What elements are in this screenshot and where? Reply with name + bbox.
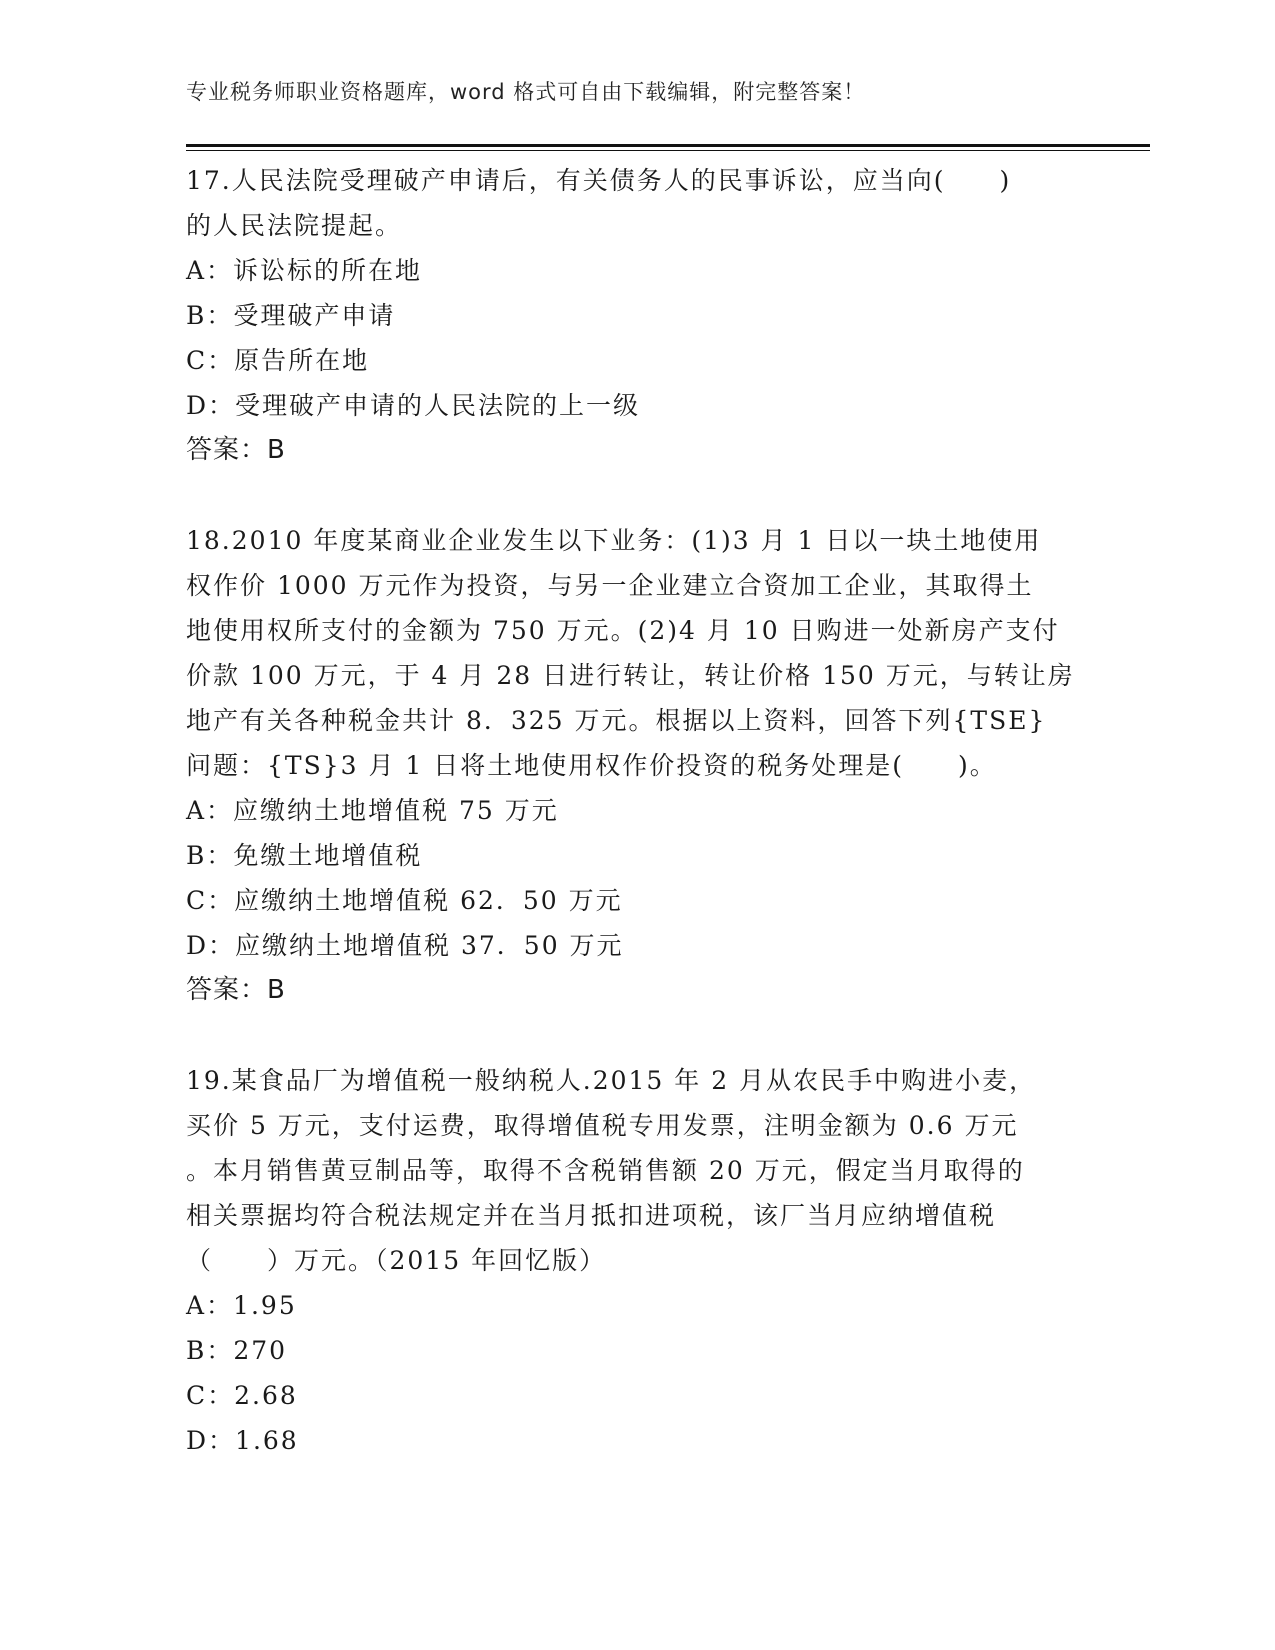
header-rule-thin (186, 150, 1150, 151)
option-a: A：应缴纳土地增值税 75 万元 (186, 796, 559, 825)
header-rule-thick (186, 144, 1150, 147)
question-stem-line: 权作价 1000 万元作为投资，与另一企业建立合资加工企业，其取得土 (186, 571, 1034, 600)
option-b: B：免缴土地增值税 (186, 841, 423, 870)
option-a: A：诉讼标的所在地 (186, 256, 423, 285)
option-b: B：270 (186, 1336, 288, 1365)
question-stem-line: 价款 100 万元，于 4 月 28 日进行转让，转让价格 150 万元，与转让房 (186, 661, 1075, 690)
question-stem-line: 19.某食品厂为增值税一般纳税人.2015 年 2 月从农民手中购进小麦， (186, 1066, 1037, 1095)
question-stem-line: 地使用权所支付的金额为 750 万元。(2)4 月 10 日购进一处新房产支付 (186, 616, 1060, 645)
answer-line: 答案：B (186, 975, 286, 1005)
header-note: 专业税务师职业资格题库，word 格式可自由下载编辑，附完整答案！ (186, 80, 866, 104)
option-c: C：原告所在地 (186, 346, 370, 375)
question-stem-line: 的人民法院提起。 (186, 211, 403, 240)
question-list (186, 158, 1086, 1463)
question-18 (186, 518, 1086, 1013)
option-c: C：应缴纳土地增值税 62．50 万元 (186, 886, 623, 915)
option-c: C：2.68 (186, 1381, 298, 1410)
question-stem-line: 17.人民法院受理破产申请后，有关债务人的民事诉讼，应当向( ) (186, 166, 1012, 195)
question-stem-line: 问题：{TS}3 月 1 日将土地使用权作价投资的税务处理是( )。 (186, 751, 997, 780)
question-stem-line: 买价 5 万元，支付运费，取得增值税专用发票，注明金额为 0.6 万元 (186, 1111, 1019, 1140)
spacer (186, 1013, 1086, 1058)
option-a: A：1.95 (186, 1291, 297, 1320)
question-stem-line: （ ）万元。（2015 年回忆版） (186, 1246, 607, 1275)
question-stem-line: 18.2010 年度某商业企业发生以下业务：(1)3 月 1 日以一块土地使用 (186, 526, 1042, 555)
question-stem-line: 。本月销售黄豆制品等，取得不含税销售额 20 万元，假定当月取得的 (186, 1156, 1025, 1185)
question-19 (186, 1058, 1086, 1463)
question-stem-line: 相关票据均符合税法规定并在当月抵扣进项税，该厂当月应纳增值税 (186, 1201, 997, 1230)
question-17 (186, 158, 1086, 473)
answer-line: 答案：B (186, 435, 286, 465)
option-b: B：受理破产申请 (186, 301, 396, 330)
option-d: D：应缴纳土地增值税 37．50 万元 (186, 931, 624, 960)
option-d: D：1.68 (186, 1426, 299, 1455)
spacer (186, 473, 1086, 518)
question-stem-line: 地产有关各种税金共计 8．325 万元。根据以上资料，回答下列{TSE} (186, 706, 1047, 735)
option-d: D：受理破产申请的人民法院的上一级 (186, 391, 641, 420)
